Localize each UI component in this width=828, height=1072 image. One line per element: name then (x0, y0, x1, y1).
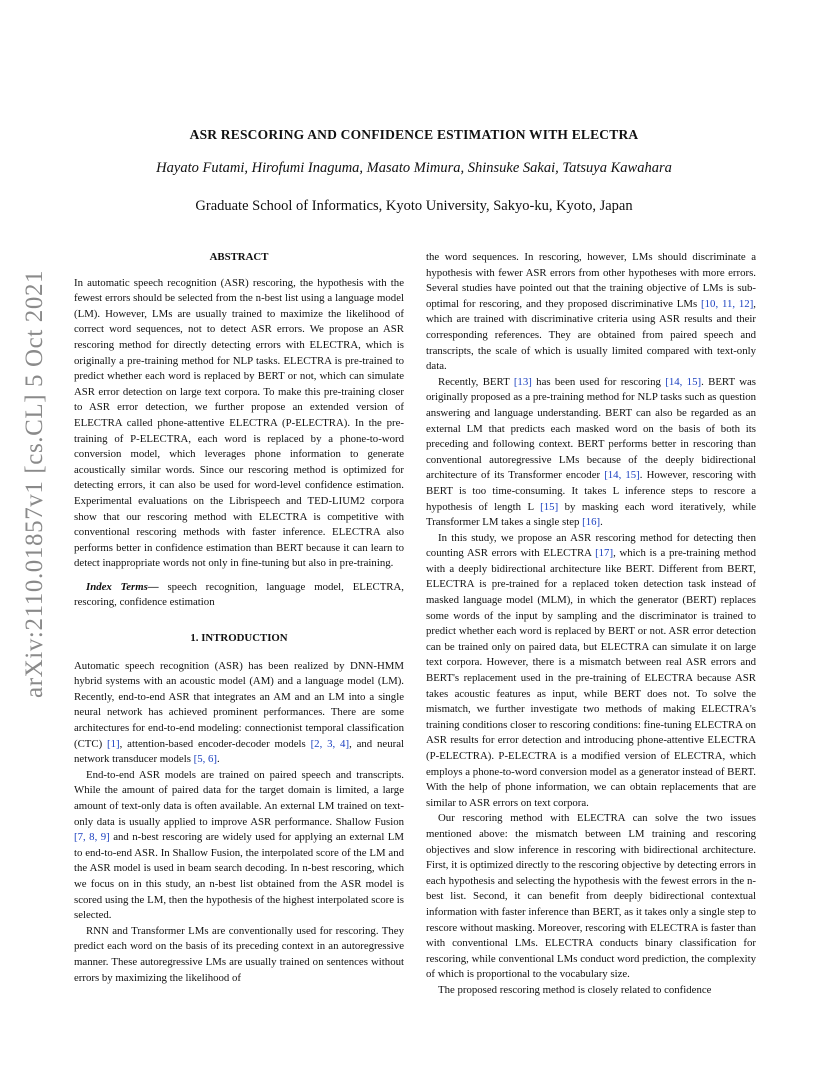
right-paragraph-5: The proposed rescoring method is closely related to confidence (438, 983, 712, 996)
arxiv-stamp (14, 269, 56, 698)
citation-link[interactable]: [13] (513, 375, 532, 388)
citation-link[interactable]: [14, 15] (604, 469, 640, 482)
intro-paragraph-2: End-to-end ASR models are trained on paired speech and transcripts. While the amount of paired data for the target domain is limited, a large amount of text-only data is often available. An external LM trained on text-only data is usually applied to improve ASR performance. Shallow Fusion [7, 8, 9] and n-best rescoring are widely used for applying an external LM to end-to-end ASR. In Shallow Fusion, the interpolated score of the LM and the ASR model is used in beam search decoding. In n-best rescoring, which we focus on in this study, an n-best list obtained from the ASR model is scored using the LM, then the hypothesis of the highest interpolated score is selected. (74, 768, 404, 922)
abstract-text: In automatic speech recognition (ASR) rescoring, the hypothesis with the fewest errors should be selected from the n-best list using a language model (LM). However, LMs are usually trained to maximize the likelihood of correct word sequences, not to detect ASR errors. We propose an ASR rescoring method for directly detecting errors with ELECTRA, which is originally a pre-training method for NLP tasks. ELECTRA is pre-trained to predict whether each word is replaced by BERT or not, which can simulate ASR error detection on large text corpora. To make this pre-training closer to ASR error detection, we further propose an extended version of ELECTRA called phone-attentive ELECTRA (P-ELECTRA). In the pre-training of P-ELECTRA, each word is replaced by a phone-to-word conversion model, which leverages phone information to generate acoustically similar words. Since our rescoring method is optimized for detecting errors, it can also be used for word-level confidence estimation. Experimental evaluations on the Librispeech and TED-LIUM2 corpora show that our rescoring method with ELECTRA is competitive with conventional rescoring methods with faster inference. ELECTRA also performs better in confidence estimation than BERT because it can learn to detect inappropriate words not only in fine-tuning but also in pre-training. (74, 276, 404, 570)
citation-link[interactable]: [2, 3, 4] (310, 737, 350, 750)
index-terms-text: speech recognition, language model, ELECTRA, rescoring, confidence estimation (74, 580, 404, 609)
index-terms (74, 580, 404, 611)
right-paragraph-1: the word sequences. In rescoring, however, LMs should discriminate a hypothesis with fewer ASR errors from other hypotheses with more errors. Several studies have pointed out that the training objective of LMs is sub-optimal for rescoring, and they proposed discriminative LMs [10, 11, 12], which are trained with discriminative criteria using ASR results and their corresponding references. They are obtained from paired speech and transcripts, the scale of which is usually limited compared with text-only data. (426, 251, 756, 373)
right-paragraph-2: Recently, BERT [13] has been used for rescoring [14, 15]. BERT was originally proposed as a pre-training method for NLP tasks such as question answering and language understanding. BERT can also be regarded as an external LM that predicts each masked word on the basis of both its preceding and following context. BERT performs better in rescoring than conventional autoregressive LMs because of the deeply bidirectional architecture of its Transformer encoder [14, 15]. However, rescoring with BERT is too time-consuming. It takes L inference steps to rescore a hypothesis of length L [15] by masking each word iteratively, while Transformer LM takes a single step [16]. (426, 375, 757, 529)
citation-link[interactable]: [7, 8, 9] (74, 831, 110, 844)
left-column (74, 250, 404, 986)
citation-link[interactable]: [1] (107, 737, 120, 750)
citation-link[interactable]: [14, 15] (665, 375, 702, 388)
right-paragraph-3: In this study, we propose an ASR rescoring method for detecting then counting ASR errors with ELECTRA [17], which is a pre-training method with a deeply bidirectional architecture like BERT. Different from BERT, ELECTRA is pre-trained for a replaced token detection task instead of masked language model (MLM), in which the generator (BERT) replaces some words of the input by sampling and the discriminator is trained to predict whether each word is replaced by BERT or not. ASR error detection can be trained only on paired data, but ELECTRA can simulate it on large text corpora. However, there is a mismatch between real ASR errors and BERT's replacement used in the pre-training of ELECTRA because ASR takes acoustic features as input, while BERT does not. To solve the mismatch, we further investigate two methods of making ELECTRA's training conditions closer to rescoring conditions: fine-tuning ELECTRA on ASR results for error detection and introducing phone-attentive ELECTRA (P-ELECTRA). P-ELECTRA is a modified version of ELECTRA, which employs a phone-to-word conversion model as a generator instead of BERT. With the help of phone information, we can obtain replacements that are similar to ASR errors on text corpora. (426, 531, 756, 809)
citation-link[interactable]: [16] (582, 516, 601, 529)
right-column (426, 250, 756, 999)
citation-link[interactable]: [5, 6] (193, 753, 218, 766)
abstract-heading: ABSTRACT (209, 251, 269, 263)
paper-title: ASR RESCORING AND CONFIDENCE ESTIMATION WITH ELECTRA (189, 127, 639, 142)
citation-link[interactable]: [15] (540, 500, 559, 513)
arxiv-identifier: arXiv:2110.01857v1 [cs.CL] 5 Oct 2021 (21, 269, 48, 698)
citation-link[interactable]: [10, 11, 12] (701, 297, 754, 310)
intro-paragraph-1: Automatic speech recognition (ASR) has been realized by DNN-HMM hybrid systems with an acoustic model (AM) and a language model (LM). Recently, end-to-end ASR that integrates an AM and an LM into a single neural network has achieved prominent performances. There are some architectures for end-to-end modeling: connectionist temporal classification (CTC) [1], attention-based encoder-decoder models [2, 3, 4], and neural network transducer models [5, 6]. (74, 659, 405, 766)
right-paragraph-4: Our rescoring method with ELECTRA can solve the two issues mentioned above: the mismatch between LM training and rescoring objectives and slow inference in rescoring with bidirectional architecture. First, it is optimized directly to the rescoring objective by detecting errors in each hypothesis and selecting the hypothesis with the fewest errors in the n-best list. Second, it can benefit from deeply bidirectional contextual information with faster inference than BERT, as it takes only a single step to rescore without masking. Moreover, rescoring with ELECTRA is faster than with conventional LMs. ELECTRA conducts binary classification for rescoring, while conventional LMs conduct word prediction, the complexity of which is proportional to the vocabulary size. (426, 812, 756, 981)
introduction-heading: 1. INTRODUCTION (190, 632, 288, 645)
citation-link[interactable]: [17] (595, 547, 614, 560)
paper-affiliation: Graduate School of Informatics, Kyoto University, Sakyo-ku, Kyoto, Japan (195, 198, 633, 214)
index-terms-label: Index Terms— (86, 580, 159, 593)
paper-authors: Hayato Futami, Hirofumi Inaguma, Masato Mimura, Shinsuke Sakai, Tatsuya Kawahara (156, 160, 672, 176)
intro-paragraph-3: RNN and Transformer LMs are conventionally used for rescoring. They predict each word on the basis of its preceding context in an autoregressive manner. These autoregressive LMs are usually trained on sentences without errors by maximizing the likelihood of (74, 924, 404, 984)
